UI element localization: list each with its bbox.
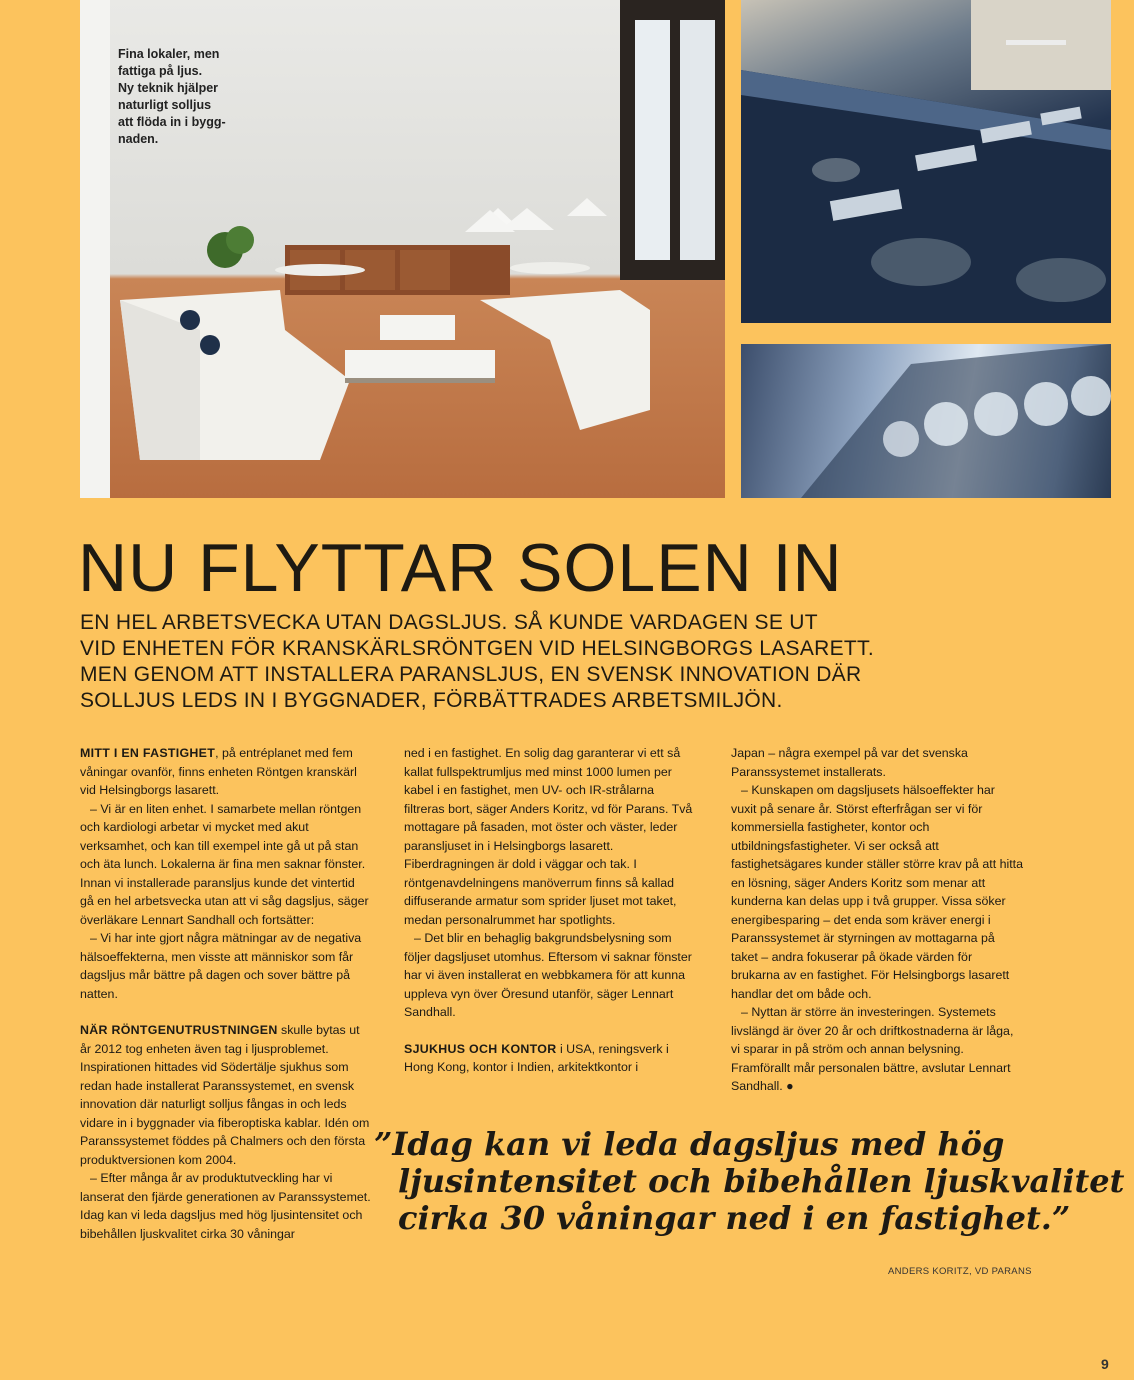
paragraph-text: skulle bytas ut år 2012 tog enheten även tag i ljusproblemet. Inspirationen hittades vid Södertälje sjukhus som redan hade installerat Paranssystemet, en svensk innovation där naturligt solljus fångas in och leds vidare in i byggnader via fiberoptiska kablar. Idén om Paranssystemet föddes på Chalmers och den första produktversionen kom 2004. [80, 1023, 370, 1167]
page-number: 9 [1101, 1356, 1109, 1372]
body-column-1 [80, 744, 372, 1243]
paragraph: Japan – några exempel på var det svenska Paranssystemet installerats. [731, 746, 968, 779]
paragraph: – Vi har inte gjort några mätningar av de negativa hälsoeffekterna, men visste att människor som får dagsljus mår bättre på dagen och sover bättre på natten. [80, 931, 362, 1001]
quote-line: cirka 30 våningar ned i en fastighet.” [398, 1199, 1071, 1237]
caption-line: Fina lokaler, men [118, 47, 220, 61]
photo-rooftop-collectors [741, 0, 1111, 323]
paragraph [80, 744, 372, 800]
quote-line: ljusintensitet och bibehållen ljuskvalitet [398, 1162, 1125, 1200]
photo-collector-closeup [741, 344, 1111, 498]
paragraph [404, 1040, 696, 1077]
quote-attribution: ANDERS KORITZ, VD PARANS [888, 1266, 1032, 1277]
article-lead [80, 610, 1080, 714]
article-headline: NU FLYTTAR SOLEN IN [78, 530, 843, 606]
body-column-2 [404, 744, 696, 1077]
paragraph: – Kunskapen om dagsljusets hälsoeffekter har vuxit på senare år. Störst efterfrågan ser vi för kommersiella fastigheter, kontor och utbildningsfastigheter. Vi ser också att fastighetsägares kunder ställer större krav på att hitta en lösning, säger Anders Koritz som menar att kunderna kan delas upp i två grupper. Vissa söker energibesparing – det enda som kräver energi i Paranssystemet är styrningen av mottagarna på taket – andra fokuserar på ökade värden för brukarna av en fastighet. För Helsingborgs lasarett handlar det om både och. [731, 783, 1024, 1001]
paragraph: – Nyttan är större än investeringen. Systemets livslängd är över 20 år och driftkostnaderna är låga, vi sparar in på ström och annan belysning. Framförallt mår personalen bättre, avslutar Lennart Sandhall. ● [731, 1005, 1014, 1093]
rooftop-illustration [741, 0, 1111, 323]
lead-line: MEN GENOM ATT INSTALLERA PARANSLJUS, EN SVENSK INNOVATION DÄR [80, 663, 862, 686]
collector-closeup-illustration [741, 344, 1111, 498]
lead-line: EN HEL ARBETSVECKA UTAN DAGSLJUS. SÅ KUNDE VARDAGEN SE UT [80, 611, 818, 634]
paragraph: – Det blir en behaglig bakgrundsbelysning som följer dagsljuset utomhus. Eftersom vi saknar fönster har vi även installerat en webbkamera för att kunna uppleva vyn över Öresund utanför, säger Lennart Sandhall. [404, 931, 692, 1019]
paragraph-text: , på entréplanet med fem våningar ovanför, finns enheten Röntgen kranskärl vid Helsingborgs lasarett. [80, 746, 357, 797]
pull-quote [374, 1125, 1125, 1237]
paragraph: ned i en fastighet. En solig dag garanterar vi ett så kallat fullspektrumljus med minst 1000 lumen per kabel i en fastighet, men UV- och IR-strålarna filtreras bort, säger Anders Koritz, vd för Parans. Två mottagare på fasaden, mot öster och väster, leder paransljuset in i Helsingborgs lasarett. Fiberdragningen är dold i väggar och tak. I röntgenavdelningens manöverrum finns så kallad diffuserande armatur som sprider ljuset mot taket, medan personalrummet har spotlights. [404, 746, 693, 927]
paragraph: – Vi är en liten enhet. I samarbete mellan röntgen och kardiologi arbetar vi mycket med akut verksamhet, och kan till exempel inte gå ut på stan och äta lunch. Lokalerna är fina men saknar fönster. Innan vi installerade paransljus kunde det vintertid gå en hel arbetsvecka utan att vi såg dagsljus, säger överläkare Lennart Sandhall och fortsätter: [80, 801, 369, 927]
run-in-heading: MITT I EN FASTIGHET [80, 746, 216, 760]
caption-line: att flöda in i bygg- [118, 115, 226, 129]
run-in-heading: SJUKHUS OCH KONTOR [404, 1041, 557, 1056]
caption-line: fattiga på ljus. [118, 64, 203, 78]
caption-line: naturligt solljus [118, 98, 212, 112]
lead-line: SOLLJUS LEDS IN I BYGGNADER, FÖRBÄTTRADES ARBETSMILJÖN. [80, 689, 783, 712]
lead-line: VID ENHETEN FÖR KRANSKÄRLSRÖNTGEN VID HELSINGBORGS LASARETT. [80, 637, 874, 660]
paragraph: – Efter många år av produktutveckling har vi lanserat den fjärde generationen av Paranssystemet. Idag kan vi leda dagsljus med hög ljusintensitet och bibehållen ljuskvalitet cirka 30 våningar [80, 1171, 371, 1241]
paragraph [80, 1021, 372, 1169]
body-column-3 [731, 744, 1023, 1096]
paragraph-text: i USA, reningsverk i Hong Kong, kontor i Indien, arkitektkontor i [404, 1041, 669, 1074]
caption-line: naden. [118, 132, 159, 146]
run-in-heading: NÄR RÖNTGENUTRUSTNINGEN [80, 1023, 278, 1037]
photo-caption [118, 46, 248, 148]
quote-line: ”Idag kan vi leda dagsljus med hög [374, 1125, 1005, 1163]
caption-line: Ny teknik hjälper [118, 81, 219, 95]
